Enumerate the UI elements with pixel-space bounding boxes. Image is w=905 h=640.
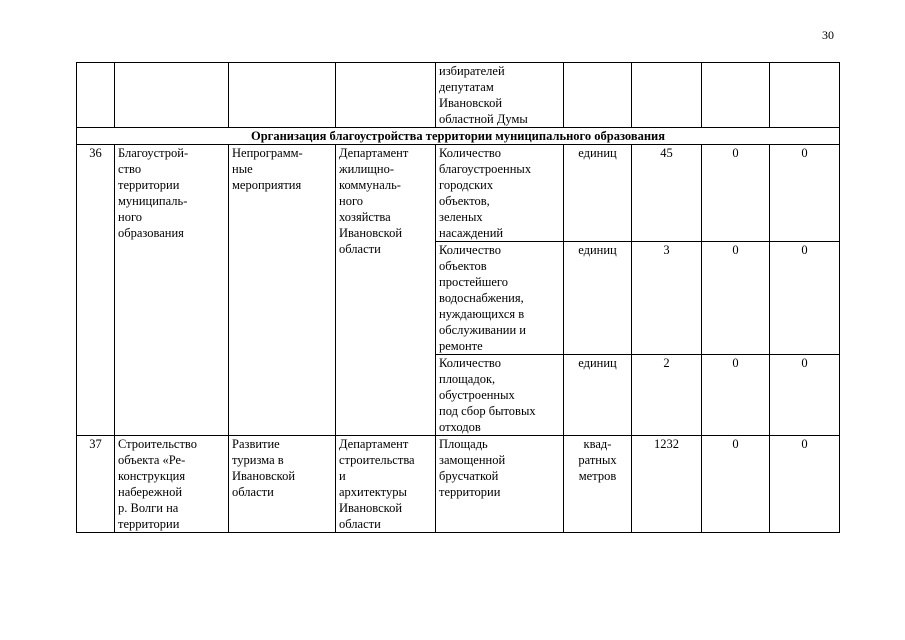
section-title: Организация благоустройства территории муниципального образования: [77, 128, 840, 145]
value-cell: 0: [702, 436, 770, 533]
table-row: [77, 63, 840, 128]
row-number: 36: [77, 145, 115, 436]
unit-cell: единиц: [564, 242, 632, 355]
unit-cell: единиц: [564, 145, 632, 242]
value-cell: 0: [770, 145, 840, 242]
indicator-cell: избирателей депутатам Ивановской областной Думы: [436, 63, 564, 128]
indicator-cell: Количество объектов простейшего водоснабжения, нуждающихся в обслуживании и ремонте: [436, 242, 564, 355]
executor-name: Департамент жилищно- коммуналь- ного хозяйства Ивановской области: [336, 145, 436, 436]
value-cell: 0: [770, 436, 840, 533]
table-row: [77, 145, 840, 242]
value-cell: 3: [632, 242, 702, 355]
row-number: 37: [77, 436, 115, 533]
value-cell: 0: [770, 355, 840, 436]
event-name: Благоустрой- ство территории муниципаль- ного образования: [115, 145, 229, 436]
page-number: 30: [822, 28, 834, 42]
indicator-cell: Количество благоустроенных городских объектов, зеленых насаждений: [436, 145, 564, 242]
indicator-cell: Площадь замощенной брусчаткой территории: [436, 436, 564, 533]
event-name: Строительство объекта «Ре- конструкция набережной р. Волги на территории: [115, 436, 229, 533]
indicator-cell: Количество площадок, обустроенных под сбор бытовых отходов: [436, 355, 564, 436]
executor-name: Департамент строительства и архитектуры Ивановской области: [336, 436, 436, 533]
program-table: [76, 62, 840, 533]
program-name: Непрограмм- ные мероприятия: [229, 145, 336, 436]
program-name: Развитие туризма в Ивановской области: [229, 436, 336, 533]
value-cell: 0: [702, 242, 770, 355]
value-cell: 0: [770, 242, 840, 355]
table-row: [77, 436, 840, 533]
value-cell: 2: [632, 355, 702, 436]
value-cell: 0: [702, 355, 770, 436]
section-row: [77, 128, 840, 145]
unit-cell: квад- ратных метров: [564, 436, 632, 533]
unit-cell: единиц: [564, 355, 632, 436]
value-cell: 1232: [632, 436, 702, 533]
value-cell: 0: [702, 145, 770, 242]
value-cell: 45: [632, 145, 702, 242]
